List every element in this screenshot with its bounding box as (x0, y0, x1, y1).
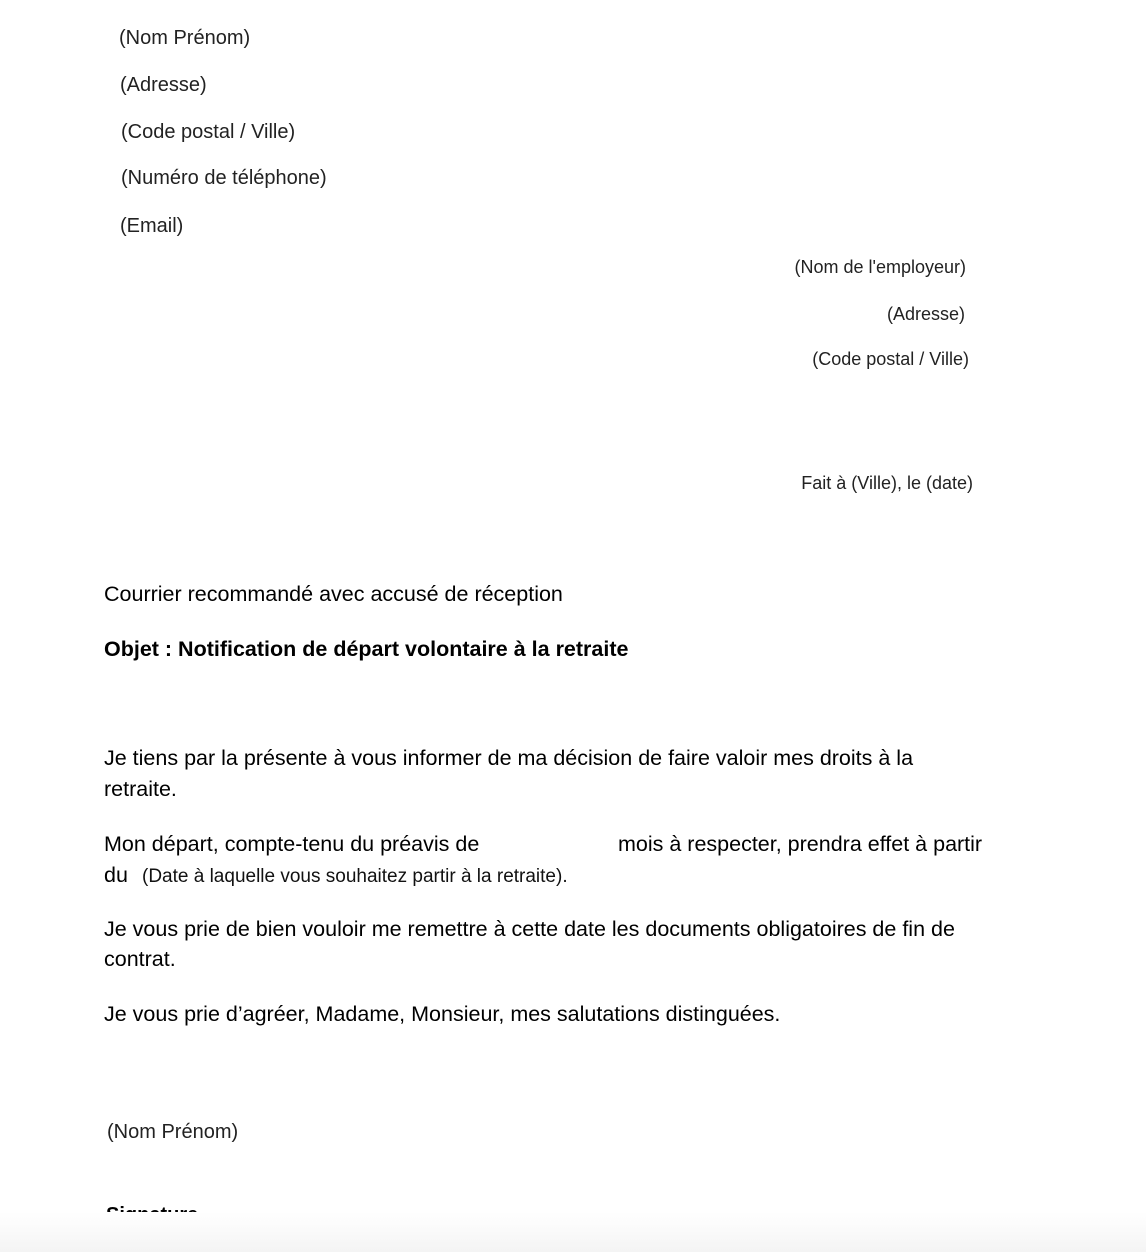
recipient-address: (Adresse) (886, 304, 965, 324)
paragraph-line: du (104, 863, 128, 887)
sender-address: (Adresse) (120, 74, 207, 96)
paragraph-line: Mon départ, compte-tenu du préavis de (104, 832, 480, 856)
letter-subject: Objet : Notification de départ volontaire à la retraite (104, 637, 629, 661)
closing-name: (Nom Prénom) (107, 1121, 239, 1143)
paragraph-line: contrat. (104, 947, 176, 971)
place-and-date: Fait à (Ville), le (date) (801, 473, 973, 493)
paragraph-line: Je tiens par la présente à vous informer de ma décision de faire valoir mes droits à la (104, 746, 914, 770)
recipient-employer-name: (Nom de l'employeur) (794, 257, 966, 277)
page-bottom-edge (0, 1212, 1146, 1252)
closing-formula: Je vous prie d’agréer, Madame, Monsieur, mes salutations distinguées. (104, 1002, 781, 1026)
recipient-postal-city: (Code postal / Ville) (812, 349, 969, 369)
paragraph-line: retraite. (104, 777, 177, 801)
sender-email: (Email) (120, 215, 184, 237)
sender-name: (Nom Prénom) (119, 27, 251, 49)
paragraph-line: mois à respecter, prendra effet à partir (618, 832, 983, 856)
paragraph-line: Je vous prie de bien vouloir me remettre à cette date les documents obligatoires de fin de (104, 917, 955, 941)
departure-date-placeholder: (Date à laquelle vous souhaitez partir à la retraite). (142, 866, 568, 887)
delivery-mode: Courrier recommandé avec accusé de réception (104, 582, 563, 606)
sender-postal-city: (Code postal / Ville) (121, 121, 296, 143)
sender-phone: (Numéro de téléphone) (121, 167, 327, 189)
